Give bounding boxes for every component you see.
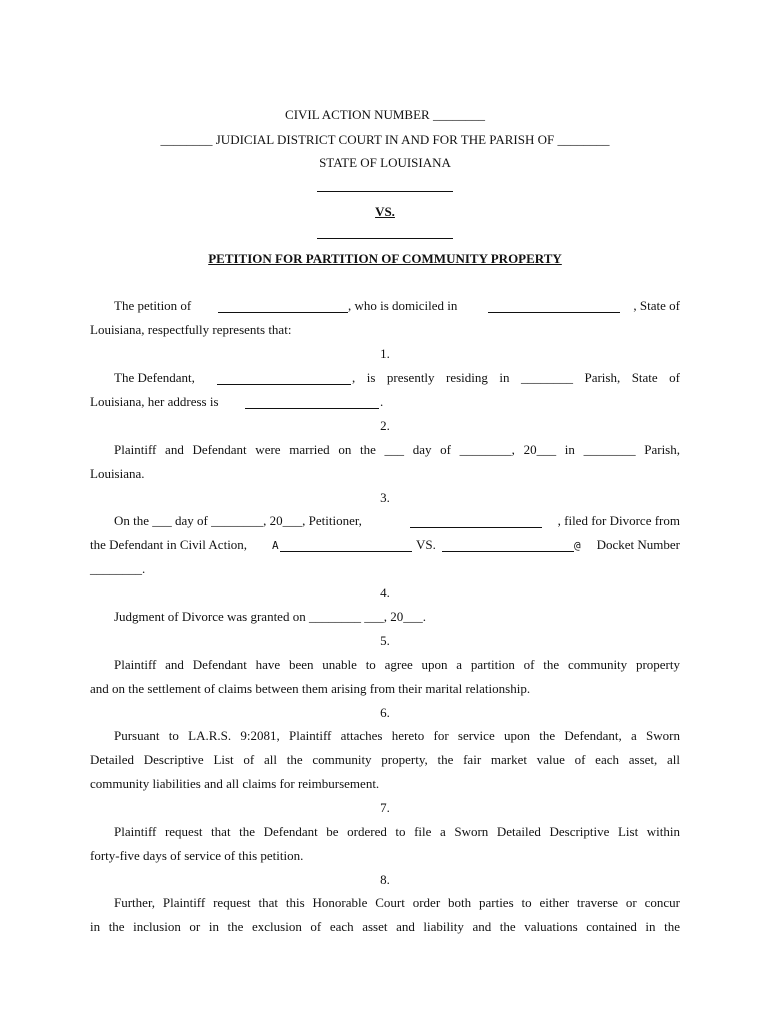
document-title: PETITION FOR PARTITION OF COMMUNITY PROPERTY [208,251,562,266]
civil-action-plaintiff-blank [280,551,412,552]
paragraph-number-3: 3. [380,490,390,505]
p5-line-2: and on the settlement of claims between them arising from their marital relationship. [90,681,531,696]
p8-line-2: in the inclusion or in the exclusion of each asset and liability and the valuations contained in the [90,919,680,934]
p7-line-1: Plaintiff request that the Defendant be ordered to file a Sworn Detailed Descriptive List within [114,824,680,839]
p1-text-b: , is presently residing in ________ Parish, State of [352,370,680,385]
paragraph-number-2: 2. [380,418,390,433]
p8-line-1: Further, Plaintiff request that this Honorable Court order both parties to either traverse or concur [114,895,680,910]
p4-line-1: Judgment of Divorce was granted on ________ ___, 20___. [114,609,426,624]
plaintiff-name-rule [317,191,453,192]
p3-text-d: Docket Number [596,537,680,552]
p5-line-1: Plaintiff and Defendant have been unable to agree upon a partition of the community property [114,657,680,672]
intro-text-a: The petition of [114,298,192,313]
p2-line-2: Louisiana. [90,466,145,481]
p7-line-2: forty-five days of service of this petition. [90,848,304,863]
civil-action-defendant-blank [442,551,574,552]
p3-line-3: ________. [90,561,146,576]
court-line: ________ JUDICIAL DISTRICT COURT IN AND FOR THE PARISH OF ________ [160,132,610,147]
petitioner-name-blank [218,312,348,313]
intro-text-c: , State of [633,298,680,313]
p1-text-a: The Defendant, [114,370,195,385]
paragraph-number-5: 5. [380,633,390,648]
intro-line-2: Louisiana, respectfully represents that: [90,322,292,337]
defendant-address-blank [245,408,379,409]
versus-label: VS. [375,204,395,219]
state-line: STATE OF LOUISIANA [319,155,451,170]
p6-line-3: community liabilities and all claims for reimbursement. [90,776,380,791]
intro-text-b: , who is domiciled in [348,298,458,313]
paragraph-number-8: 8. [380,872,390,887]
civil-action-number: CIVIL ACTION NUMBER ________ [285,107,485,122]
paragraph-number-1: 1. [380,346,390,361]
paragraph-number-7: 7. [380,800,390,815]
p6-line-1: Pursuant to LA.R.S. 9:2081, Plaintiff attaches hereto for service upon the Defendant, a Sworn [114,728,680,743]
p6-line-2: Detailed Descriptive List of all the community property, the fair market value of each asset, all [90,752,680,767]
p2-line-1: Plaintiff and Defendant were married on the ___ day of ________, 20___ in ________ Parish, [114,442,680,457]
defendant-name-blank [217,384,351,385]
p3-close-quote: @ [574,539,581,552]
paragraph-number-6: 6. [380,705,390,720]
p3-text-c: the Defendant in Civil Action, [90,537,248,552]
p1-text-d: . [380,394,384,409]
p1-text-c: Louisiana, her address is [90,394,219,409]
p3-text-b: , filed for Divorce from [557,513,680,528]
paragraph-number-4: 4. [380,585,390,600]
p3-text-vs: VS. [416,537,436,552]
p3-text-a: On the ___ day of ________, 20___, Petitioner, [114,513,362,528]
p3-open-quote: A [272,539,279,552]
domicile-blank [488,312,620,313]
defendant-name-rule [317,238,453,239]
petitioner-blank [410,527,542,528]
